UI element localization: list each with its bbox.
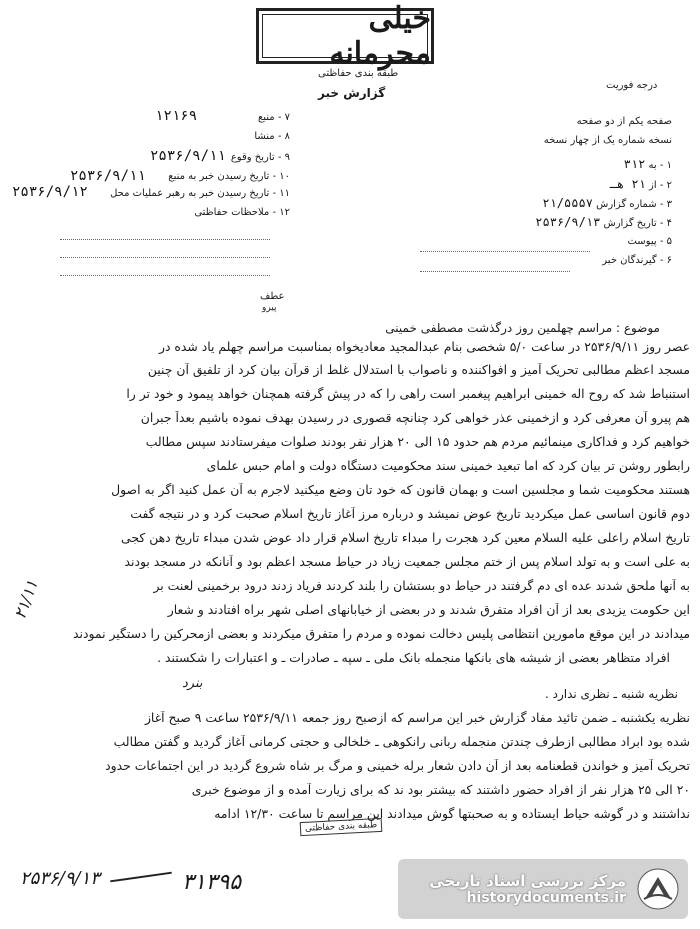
field-handler-arrival-date: ۱۱ - تاریخ رسیدن خبر به رهبر عملیات محل: [110, 188, 290, 199]
signature-date: ۲۵۳۶/۹/۱۳: [20, 868, 100, 889]
field-source-value: ۱۲۱۶۹: [155, 108, 198, 124]
body-line: میدادند در این موقع مامورین انتظامی پلیس دخالت نموده و مردم را متفرق میکردند و بعضی ازمحرکین را دستگیر نمودند: [73, 627, 690, 641]
body-line: مسجد اعظم مطالبی تحریک آمیز و افواکننده و ناصواب با استدلال غلط از قرآن بیان کرد از تلفیق آن چنین: [147, 363, 690, 377]
body-line: استنباط شد که روح اله خمینی ابراهیم پیغمبر است راهی را که در پیش گرفته همچنان خواهد پیمود و خود تر را: [126, 387, 690, 401]
body-line: هم پیرو آن معرفی کرد و ازخمینی عذر خواهی کرد چنانچه قصوری در رسیدن بهدف نموده باشیم بعداً جبران: [140, 411, 690, 425]
classification-text: خیلی محرمانه: [329, 1, 431, 71]
dotted-line: [420, 270, 570, 272]
handwritten-note: بنرد: [182, 676, 203, 691]
analysis-line: نداشتند و در گوشه حیاط ایستاده و به صحبتها گوش میدادند این مراسم تا ساعت ۱۲/۳۰ ادامه: [214, 807, 690, 821]
field-from: ۲ - از ۲۱ هـ: [609, 177, 672, 191]
watermark-title: مرکز بررسی اسناد تاریخی: [429, 872, 626, 890]
watermark-url: historydocuments.ir: [466, 890, 626, 906]
dotted-line: [60, 274, 270, 276]
dotted-line: [60, 256, 270, 258]
field-attachment: ۵ - پیوست: [627, 236, 672, 247]
field-copy: نسخه شماره یک از چهار نسخه: [543, 135, 672, 146]
watermark-text: [429, 872, 626, 906]
field-source-arrival-value: ۲۵۳۶/۹/۱۱: [70, 168, 146, 184]
analysis-line: تحریک آمیز و خواندن قطعنامه بعد از آن دادن شعار برله خمینی و مرگ بر شاه شروع گردید در این اجتماعات حدود: [105, 759, 690, 773]
body-line: افراد متظاهر بعضی از شیشه های بانکها منجمله بانک ملی ـ سپه ـ صادرات ـ و اعتبارات را شکستند .: [157, 651, 670, 665]
body-line: دوم قانون اساسی عمل میکردید تاریخ عوض نمیشد و درباره مرز آغاز تاریخ اسلام صحبت کرد و در نتیجه گفت: [130, 507, 690, 521]
body-line: رابطور روشن تر بیان کرد که اما تبعید خمینی سند محکومیت دستگاه دولت و امام حبس علمای: [206, 459, 690, 473]
field-security-notes: ۱۲ - ملاحظات حفاظتی: [194, 207, 290, 218]
body-line: این حکومت یزیدی بعد از آن افراد متفرق شدند و در بعضی از خیابانهای اصلی شهر براه افتادند و شعار: [167, 603, 690, 617]
subject-annot-peyro: پیرو: [262, 303, 277, 313]
subject-annot-atf: عطف: [260, 291, 285, 302]
field-source: ۷ - منبع: [257, 112, 290, 123]
margin-note: ۲۱/۱۱: [10, 577, 42, 622]
archive-watermark: [398, 859, 688, 919]
field-handler-arrival-value: ۲۵۳۶/۹/۱۲: [12, 184, 88, 200]
field-to: ۱ - به ۳۱۲: [623, 157, 672, 171]
field-origin: ۸ - منشا: [254, 131, 290, 142]
subject-line: موضوع : مراسم چهلمین روز درگذشت مصطفی خمینی: [385, 321, 660, 335]
analysis-shenbe: نظریه شنبه ـ نظری ندارد .: [544, 687, 678, 701]
body-line: هستند محکومیت شما و مجلسین است و بهمان قانون که خود تان وضع میکنید لاجرم به آن عمل کنید اگر به اصول: [111, 483, 690, 497]
classification-stamp: [256, 1, 434, 71]
archive-logo-icon: [636, 867, 680, 911]
field-occurrence-date-value: ۲۵۳۶/۹/۱۱: [150, 148, 226, 164]
field-page: صفحه یکم از دو صفحه: [576, 116, 672, 127]
body-line: به آنها ملحق شدند عده ای دم گرفتند در حیاط دو بستشان را بلند کردند فریاد زدند درود برخمینی لعنت بر: [153, 579, 690, 593]
dotted-line: [420, 250, 590, 252]
field-source-arrival-date: ۱۰ - تاریخ رسیدن خبر به منبع: [168, 171, 290, 182]
analysis-line: ۲۰ الی ۲۵ هزار نفر از افراد حضور داشتند که بیشتر بود ند که برای زیارت آمده و از موضوع خبری: [191, 783, 690, 797]
priority-label: درجه فوریت: [606, 80, 658, 91]
field-occurrence-date: ۹ - تاریخ وقوع: [230, 152, 290, 163]
body-line: تاریخ اسلام راعلی علیه السلام معین کرد هجرت را مبداء تاریخ اسلام قرار داد عوض شدن مبداء تاریخ دهن کجی: [121, 531, 690, 545]
field-report-date: ۴ - تاریخ گزارش ۲۵۳۶/۹/۱۳: [535, 215, 672, 229]
analysis-line: شده بود ابراد مطالبی ازطرف چندتن منجمله ربانی رانکوهی ـ خلخالی و حجتی کرمانی آغاز گردید و گفتن مطالب: [113, 735, 690, 749]
analysis-line: نظریه یکشنبه ـ ضمن تائید مفاد گزارش خبر این مراسم که ازصبح روز جمعه ۲۵۳۶/۹/۱۱ ساعت ۹ صبح آغاز: [144, 711, 690, 725]
field-report-number: ۳ - شماره گزارش ۲۱/۵۵۵۷: [542, 196, 672, 210]
field-recipients: ۶ - گیرندگان خبر: [602, 255, 672, 266]
dotted-line: [60, 238, 270, 240]
body-line: خواهیم کرد و فداکاری مینمائیم مردم هم حدود ۱۵ الی ۲۰ هزار نفر بودند صلوات میفرستادند سپس مطالب: [145, 435, 690, 449]
body-line: به علی است و به تولد اسلام پس از ختم مجلس جمعیت زیاد در حیاط مسجد اعظم بود و آنانکه در مسجد بودند: [124, 555, 690, 569]
report-title: گزارش خبر: [318, 86, 386, 100]
class-label: طبقه بندی حفاظتی: [318, 68, 399, 79]
signature-stroke: [110, 872, 172, 883]
signature-number: ۳۱۳۹۵: [182, 870, 242, 895]
small-stamp: طبقه بندی حفاظتی: [300, 818, 383, 836]
body-line: عصر روز ۲۵۳۶/۹/۱۱ در ساعت ۵/۰ شخصی بنام عبدالمجید معادیخواه بمناسبت مراسم چهلم یاد شده در: [158, 340, 690, 354]
